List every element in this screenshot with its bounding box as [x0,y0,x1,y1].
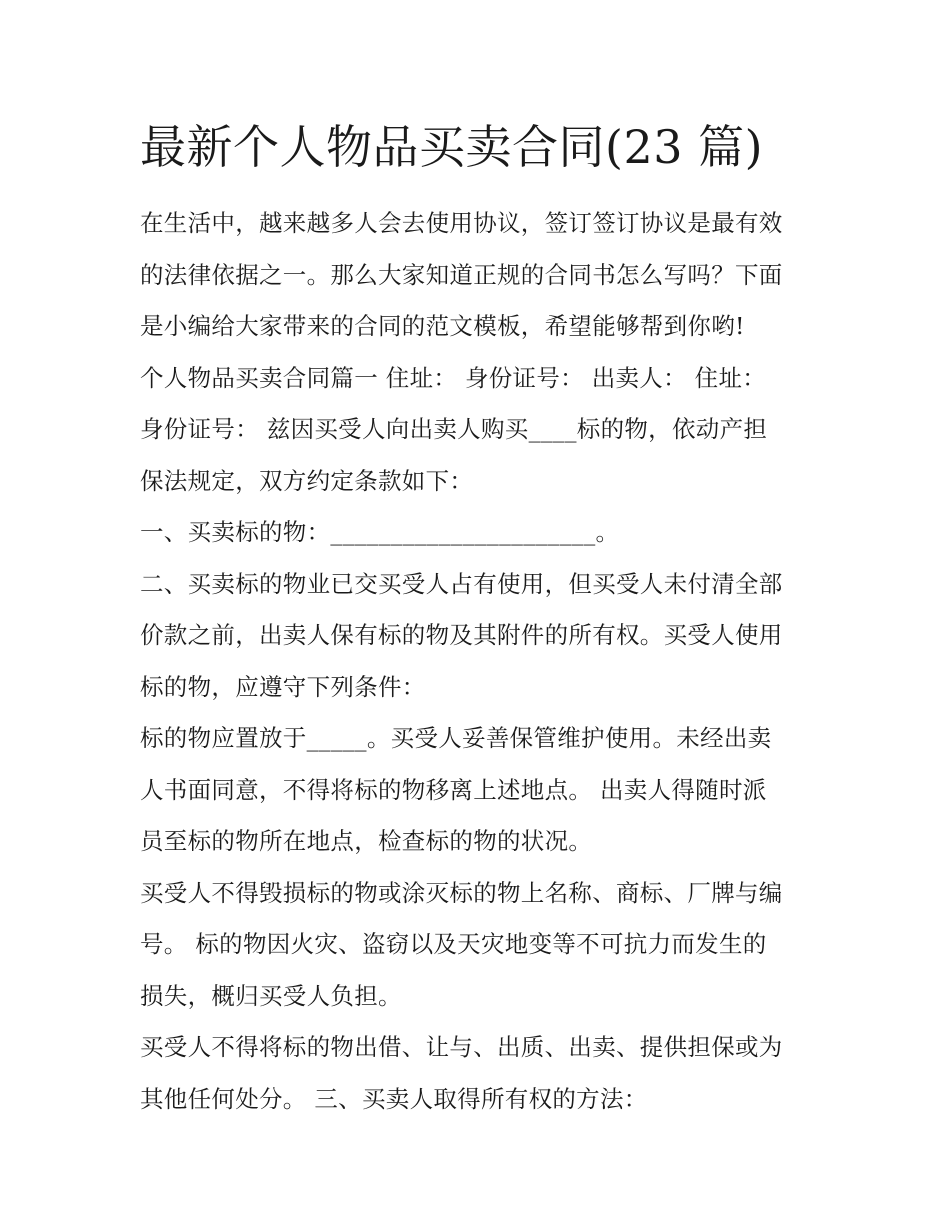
document-body [140,200,812,1127]
text-line: 损失，概归买受人负担。 [140,981,402,1010]
text-line: 价款之前，出卖人保有标的物及其附件的所有权。买受人使用 [140,621,783,649]
text-line: 在生活中，越来越多人会去使用协议，签订签订协议是最有效 [140,209,783,237]
text-line: 一、买卖标的物：______________________。 [140,518,620,546]
text-line: 二、买卖标的物业已交买受人占有使用，但买受人未付清全部 [140,569,783,598]
text-line: 保法规定，双方约定条款如下： [140,466,474,495]
text-line: 标的物，应遵守下列条件： [140,672,426,701]
text-line: 员至标的物所在地点，检查标的物的状况。 [140,827,593,855]
text-line: 身份证号： 兹因买受人向出卖人购买____标的物，依动产担 [140,415,768,443]
text-line: 人书面同意，不得将标的物移离上述地点。 出卖人得随时派 [140,775,767,804]
text-line: 的法律依据之一。那么大家知道正规的合同书怎么写吗？下面 [140,260,783,289]
text-line: 是小编给大家带来的合同的范文模板，希望能够帮到你哟! [140,312,745,340]
document-title: 最新个人物品买卖合同(23 篇) [140,120,764,174]
text-line: 号。 标的物因火灾、盗窃以及天灾地变等不可抗力而发生的 [140,930,767,958]
text-line: 标的物应置放于_____。买受人妥善保管维护使用。未经出卖 [140,724,772,752]
text-line: 买受人不得将标的物出借、让与、出质、出卖、提供担保或为 [140,1033,783,1061]
text-line: 买受人不得毁损标的物或涂灭标的物上名称、商标、厂牌与编 [140,878,783,907]
text-line: 个人物品买卖合同篇一 住址： 身份证号： 出卖人： 住址： [140,363,767,392]
text-line: 其他任何处分。 三、买卖人取得所有权的方法： [140,1084,648,1113]
